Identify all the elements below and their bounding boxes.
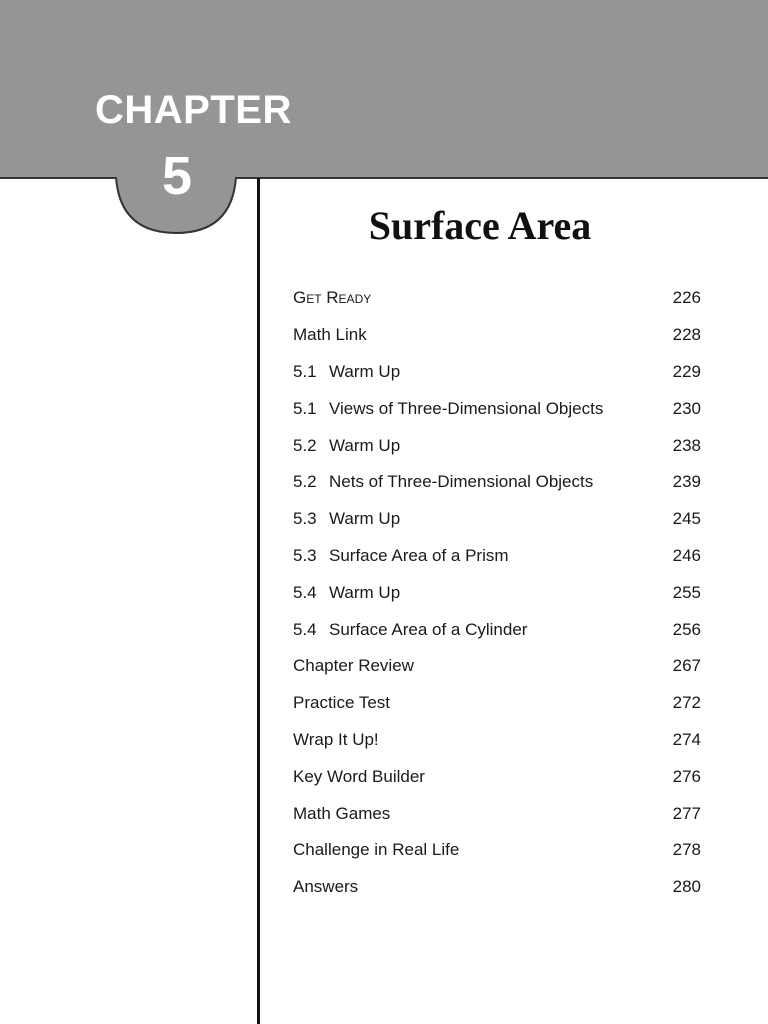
toc-entry-label: Warm Up bbox=[329, 361, 401, 381]
toc-entry bbox=[293, 390, 701, 427]
toc-page-number: 276 bbox=[672, 766, 701, 786]
toc-entry bbox=[293, 317, 701, 354]
toc-section-number: 5.3 bbox=[293, 509, 317, 529]
toc-section-number: 5.2 bbox=[293, 472, 317, 492]
toc-entry-label: Wrap It Up! bbox=[293, 729, 379, 749]
toc-page-number: 228 bbox=[672, 325, 701, 345]
toc-entry-label: Challenge in Real Life bbox=[293, 840, 460, 860]
chapter-label: CHAPTER bbox=[95, 88, 292, 132]
toc-entry bbox=[293, 648, 701, 685]
toc-entry-label: Answers bbox=[293, 877, 359, 897]
toc-section-number: 5.2 bbox=[293, 435, 317, 455]
toc-page-number: 246 bbox=[672, 545, 701, 565]
toc-section-number: 5.4 bbox=[293, 619, 317, 639]
toc-page-number: 274 bbox=[672, 729, 701, 749]
toc-page-number: 256 bbox=[672, 619, 701, 639]
toc-entry bbox=[293, 758, 701, 795]
toc-page-number: 278 bbox=[672, 840, 701, 860]
toc-page-number: 272 bbox=[672, 693, 701, 713]
table-of-contents bbox=[293, 280, 701, 906]
toc-entry-label: Chapter Review bbox=[293, 656, 414, 676]
toc-entry-label: Practice Test bbox=[293, 693, 391, 713]
toc-entry bbox=[293, 501, 701, 538]
toc-entry bbox=[293, 574, 701, 611]
toc-entry bbox=[293, 611, 701, 648]
toc-entry bbox=[293, 538, 701, 575]
toc-page-number: 245 bbox=[672, 509, 701, 529]
toc-section-number: 5.4 bbox=[293, 582, 317, 602]
toc-entry bbox=[293, 464, 701, 501]
toc-entry bbox=[293, 869, 701, 906]
toc-page-number: 230 bbox=[672, 398, 701, 418]
toc-page-number: 239 bbox=[672, 472, 701, 492]
toc-page-number: 277 bbox=[672, 803, 701, 823]
toc-entry-label: Views of Three-Dimensional Objects bbox=[329, 398, 604, 418]
toc-section-number: 5.3 bbox=[293, 545, 317, 565]
toc-entry-label: Nets of Three-Dimensional Objects bbox=[329, 472, 594, 492]
vertical-rule bbox=[257, 178, 260, 1024]
toc-entry-label: Surface Area of a Prism bbox=[329, 545, 509, 565]
toc-page-number: 267 bbox=[672, 656, 701, 676]
toc-entry bbox=[293, 685, 701, 722]
toc-entry-label: Get Ready bbox=[293, 288, 372, 308]
toc-entry bbox=[293, 354, 701, 391]
toc-entry-label: Key Word Builder bbox=[293, 766, 425, 786]
toc-entry bbox=[293, 280, 701, 317]
toc-entry-label: Warm Up bbox=[329, 509, 401, 529]
page-title: Surface Area bbox=[368, 203, 592, 248]
toc-page-number: 255 bbox=[672, 582, 701, 602]
toc-entry-label: Math Games bbox=[293, 803, 391, 823]
toc-section-number: 5.1 bbox=[293, 361, 317, 381]
chapter-number: 5 bbox=[161, 146, 193, 206]
toc-entry-label: Warm Up bbox=[329, 582, 401, 602]
toc-entry bbox=[293, 722, 701, 759]
toc-page-number: 226 bbox=[672, 288, 701, 308]
toc-entry bbox=[293, 832, 701, 869]
toc-page-number: 229 bbox=[672, 361, 701, 381]
toc-entry bbox=[293, 795, 701, 832]
toc-section-number: 5.1 bbox=[293, 398, 317, 418]
toc-entry bbox=[293, 427, 701, 464]
toc-page-number: 280 bbox=[672, 877, 701, 897]
toc-entry-label: Warm Up bbox=[329, 435, 401, 455]
toc-entry-label: Surface Area of a Cylinder bbox=[329, 619, 528, 639]
toc-entry-label: Math Link bbox=[293, 325, 367, 345]
toc-page-number: 238 bbox=[672, 435, 701, 455]
